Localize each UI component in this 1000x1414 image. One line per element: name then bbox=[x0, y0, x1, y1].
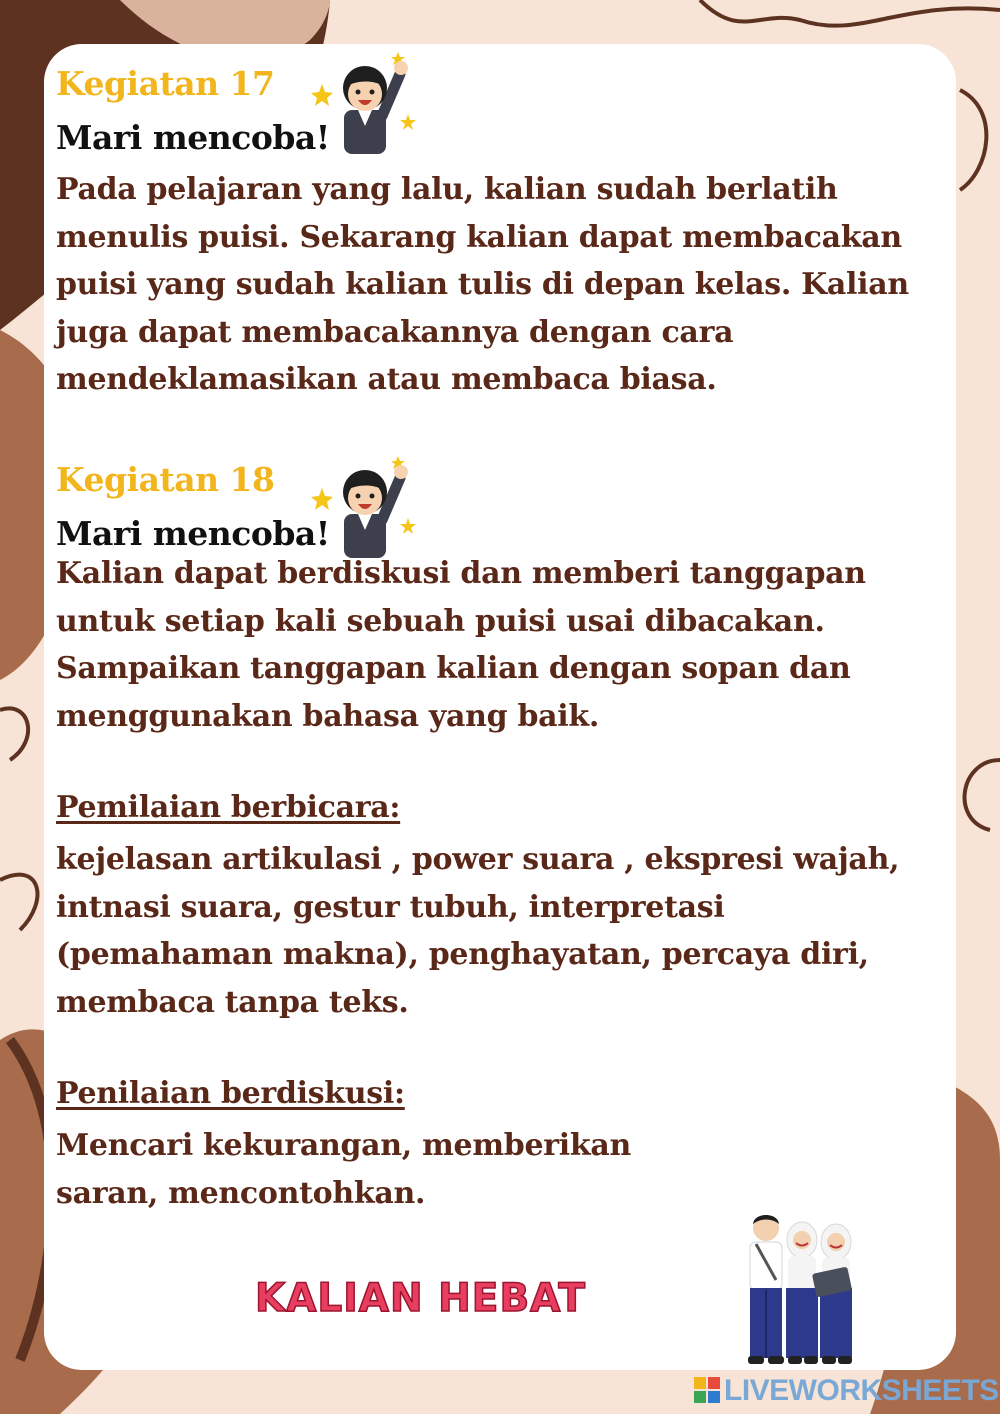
liveworksheets-logo-icon bbox=[694, 1377, 720, 1403]
discussion-assessment-text: Mencari kekurangan, memberikan saran, mencontohkan. bbox=[56, 1128, 631, 1211]
activity-18-text: Kalian dapat berdiskusi dan memberi tanggapan untuk setiap kali sebuah puisi usai dibacakan. Sampaikan tanggapan kalian dengan sopan dan menggunakan bahasa yang baik. bbox=[56, 556, 866, 734]
speaking-assessment-heading: Pemilaian berbicara: bbox=[56, 790, 401, 825]
activity-17-subtitle: Mari mencoba! bbox=[56, 118, 330, 157]
activity-17-text: Pada pelajaran yang lalu, kalian sudah berlatih menulis puisi. Sekarang kalian dapat membacakan puisi yang sudah kalian tulis di depan kelas. Kalian juga dapat membacakannya dengan cara mendeklamasikan atau membaca biasa. bbox=[56, 172, 909, 397]
activity-18-title: Kegiatan 18 bbox=[56, 460, 275, 499]
students-group-icon bbox=[736, 1210, 866, 1370]
discussion-assessment-heading: Penilaian berdiskusi: bbox=[56, 1076, 405, 1111]
cheering-businesswoman-icon bbox=[308, 44, 420, 156]
activity-18-subtitle: Mari mencoba! bbox=[56, 514, 330, 553]
activity-17-title: Kegiatan 17 bbox=[56, 64, 275, 103]
liveworksheets-watermark: LIVEWORKSHEETS bbox=[724, 1374, 999, 1407]
kalian-hebat-banner: KALIAN HEBAT bbox=[255, 1276, 586, 1321]
speaking-assessment-text: kejelasan artikulasi , power suara , ekspresi wajah, intnasi suara, gestur tubuh, interpretasi (pemahaman makna), penghayatan, percaya diri, membaca tanpa teks. bbox=[56, 842, 900, 1020]
cheering-businesswoman-icon bbox=[308, 448, 420, 560]
